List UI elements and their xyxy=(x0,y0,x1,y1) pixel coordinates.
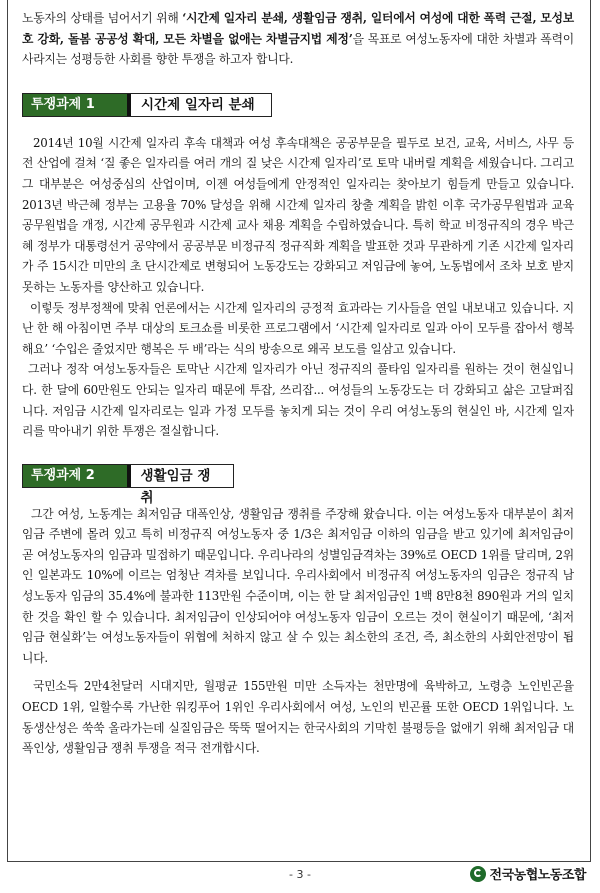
section-1-paragraph: 그러나 정작 여성노동자들은 토막난 시간제 일자리가 아닌 정규직의 풀타임 일자리를 원하는 것이 현실입니다. 한 달에 60만원도 안되는 일자리 때문에 투잡, 쓰리잡... 여성들의 노동강도는 더 강화되고 삶은 고달퍼집니다. 저임금 시간제 일자리로는 일과 가정 모두를 놓치게 되는 것이 우리 여성노동의 현실인 바, 시간제 일자리를 막아내기 위한 투쟁은 절실합니다. xyxy=(22,362,574,439)
section-1-body xyxy=(22,133,574,442)
section-2-paragraph: 국민소득 2만4천달러 시대지만, 월평균 155만원 미만 소득자는 천만명에 육박하고, 노령층 노인빈곤율 OECD 1위, 일할수록 가난한 워킹푸어 1위인 우리사회에서 여성, 노인의 빈곤률 또한 OECD 1위입니다. 노동생산성은 쑥쑥 올라가는데 실질임금은 뚝뚝 떨어지는 한국사회의 기막힌 불평등을 없애기 위해 최저임금 대폭인상, 생활임금 쟁취 투쟁을 적극 전개합시다. xyxy=(22,679,574,756)
section-2-body xyxy=(22,504,574,759)
organization-logo xyxy=(470,864,586,883)
section-2-tag: 투쟁과제 2 xyxy=(23,465,131,487)
section-2-header xyxy=(22,464,234,506)
section-1-title: 시간제 일자리 분쇄 xyxy=(141,96,255,113)
organization-name: 전국농협노동조합 xyxy=(489,868,586,883)
union-logo-icon xyxy=(470,866,486,882)
section-1-header xyxy=(22,93,272,117)
intro-text-bold: ‘시간제 일자리 분쇄, 생활임금 쟁취, 일터에서 여성에 대한 폭력 근절, 모성보호 강화, 돌봄 공공성 확대, 모든 차별을 없애는 차별금지법 제정’ xyxy=(22,11,575,46)
page-number: - 3 - xyxy=(289,868,311,881)
intro-paragraph xyxy=(22,8,574,70)
intro-text-post: 을 목표로 여성노동자에 대한 차별과 폭력이 사라지는 성평등한 사회를 향한 투쟁을 하고자 합니다. xyxy=(22,31,575,67)
section-1-paragraph: 2014년 10월 시간제 일자리 후속 대책과 여성 후속대책은 공공부문을 필두로 보건, 교육, 서비스, 사무 등 전 산업에 걸쳐 ‘질 좋은 일자리를 여러 개의 질 낮은 시간제 일자리’로 토막 내버릴 계획을 세웠습니다. 그리고 그 대부분은 여성중심의 산업이며, 이젠 여성들에게 안정적인 일자리는 찾아보기 힘들게 만들고 있습니다. 2013년 박근혜 정부는 고용율 70% 달성을 위해 시간제 일자리 창출 계획을 밝힌 이후 국가공무원법과 교육공무원법을 개정, 시간제 공무원과 시간제 교사 채용 계획을 수립하였습니다. 특히 학교 비정규직의 경우 박근혜 정부가 대통령선거 공약에서 공공부문 비정규직 정규직화 계획을 발표한 것과 무관하게 기존 시간제 일자리가 주 15시간 미만의 초 단시간제로 변형되어 노동강도는 강화되고 저임금에 놓여, 노동법에서 조차 보호 받지 못하는 노동자를 양산하고 있습니다. xyxy=(22,135,574,294)
section-1-tag: 투쟁과제 1 xyxy=(23,94,131,116)
section-1-paragraph: 이렇듯 정부정책에 맞춰 언론에서는 시간제 일자리의 긍정적 효과라는 기사들을 연일 내보내고 있습니다. 지난 한 해 아침이면 주부 대상의 토크쇼를 비롯한 프로그램에서 ‘시간제 일자리로 일과 아이 모두를 잡아서 행복해요’ ‘수입은 줄었지만 행복은 두 배’라는 식의 방송으로 왜곡 보도를 일삼고 있습니다. xyxy=(22,300,574,356)
document-body xyxy=(22,8,574,759)
section-2-paragraph: 그간 여성, 노동계는 최저임금 대폭인상, 생활임금 쟁취를 주장해 왔습니다. 이는 여성노동자 대부분이 최저임금 주변에 몰려 있고 특히 비정규직 여성노동자 중 1/3은 최저임금 이하의 임금을 받고 있기에 최저임금이 곧 여성노동자의 임금과 밀접하기 때문입니다. 우리나라의 성별임금격차는 39%로 OECD 1위를 달리며, 2위인 일본과도 10%에 이르는 엄청난 격차를 보입니다. 우리사회에서 비정규직 여성노동자의 임금은 정규직 남성노동자 임금의 35.4%에 불과한 113만원 수준이며, 이는 한 달 최저임금인 1백 8만8천 890원과 거의 일치한 것을 확인 할 수 있습니다. 최저임금이 인상되어야 여성노동자 임금이 오르는 것이 현실이기 때문에, ‘최저임금 현실화’는 여성노동자들이 위협에 처하지 않고 살 수 있는 최소한의 조건, 즉, 최소한의 사회안전망이 됩니다. xyxy=(22,506,574,665)
intro-text-pre: 노동자의 상태를 넘어서기 위해 xyxy=(22,11,183,25)
section-2-title: 생활임금 쟁취 xyxy=(140,467,211,506)
